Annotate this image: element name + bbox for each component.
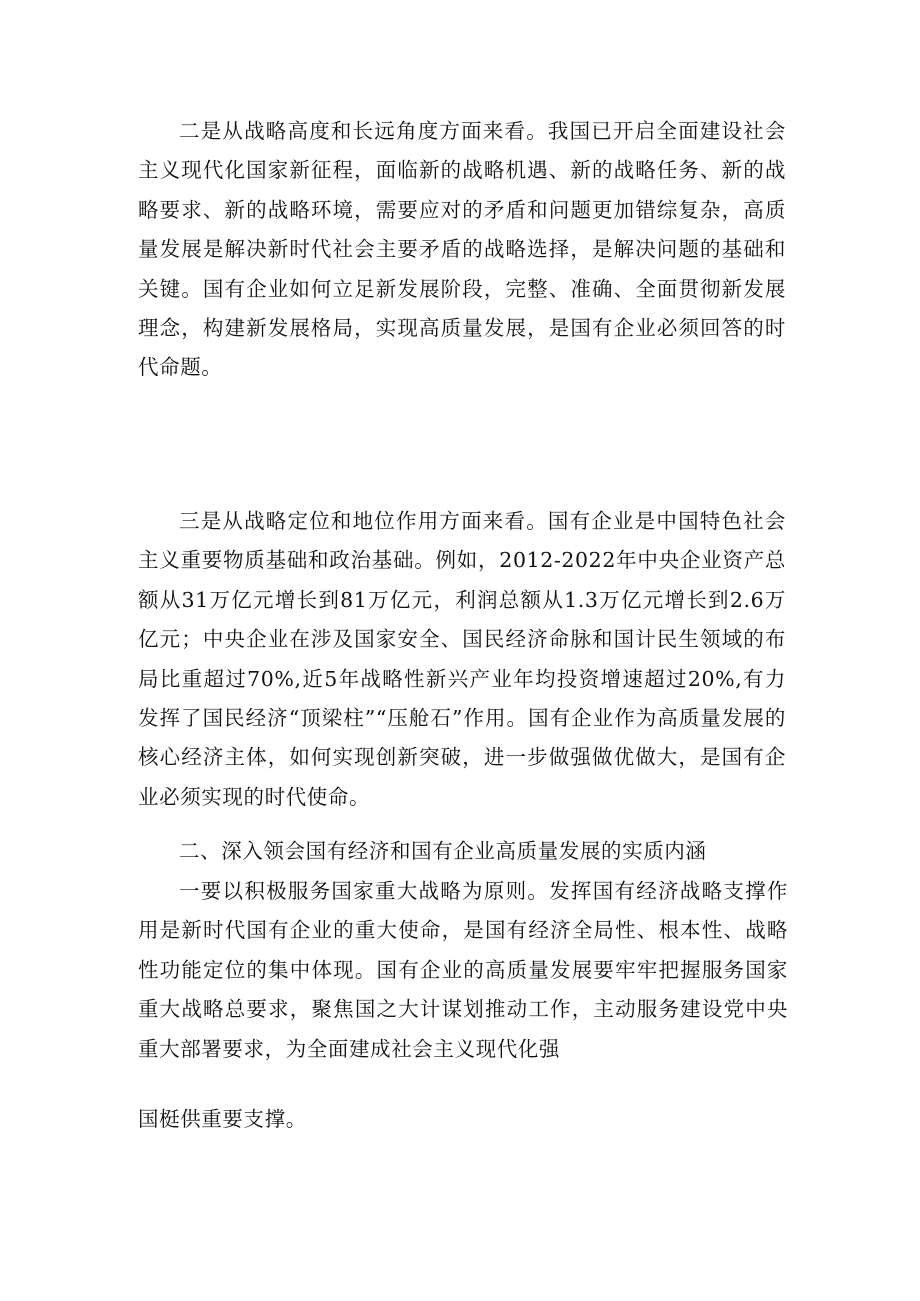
paragraph-tail-line: 国梃供重要支撑。 [138,1107,307,1131]
section-heading: 二、深入领会国有经济和国有企业高质量发展的实质内涵 [179,839,707,863]
paragraph-strategic-position: 三是从战略定位和地位作用方面来看。国有企业是中国特色社会主义重要物质基础和政治基础。例如，2012-2022年中央企业资产总额从31万亿元增长到81万亿元，利润总额从1.3万亿元增长到2.6万亿元；中央企业在涉及国家安全、国民经济命脉和国计民生领域的布局比重超过70%,近5年战略性新兴产业年均投资增速超过20%,有力发挥了国民经济“顶梁柱”“压舱石”作用。国有企业作为高质量发展的核心经济主体，如何实现创新突破，进一步做强做优做大，是国有企业必须实现的时代使命。 [138,509,786,809]
paragraph-serve-national-strategy: 一要以积极服务国家重大战略为原则。发挥国有经济战略支撑作用是新时代国有企业的重大使命，是国有经济全局性、根本性、战略性功能定位的集中体现。国有企业的高质量发展要牢牢把握服务国家重大战略总要求，聚焦国之大计谋划推动工作，主动服务建设党中央重大部署要求，为全面建成社会主义现代化强 [138,879,788,1061]
paragraph-strategic-height: 二是从战略高度和长远角度方面来看。我国已开启全面建设社会主义现代化国家新征程，面临新的战略机遇、新的战略任务、新的战略要求、新的战略环境，需要应对的矛盾和问题更加错综复杂，高质量发展是解决新时代社会主要矛盾的战略选择，是解决问题的基础和关键。国有企业如何立足新发展阶段，完整、准确、全面贯彻新发展理念，构建新发展格局，实现高质量发展，是国有企业必须回答的时代命题。 [138,119,786,380]
